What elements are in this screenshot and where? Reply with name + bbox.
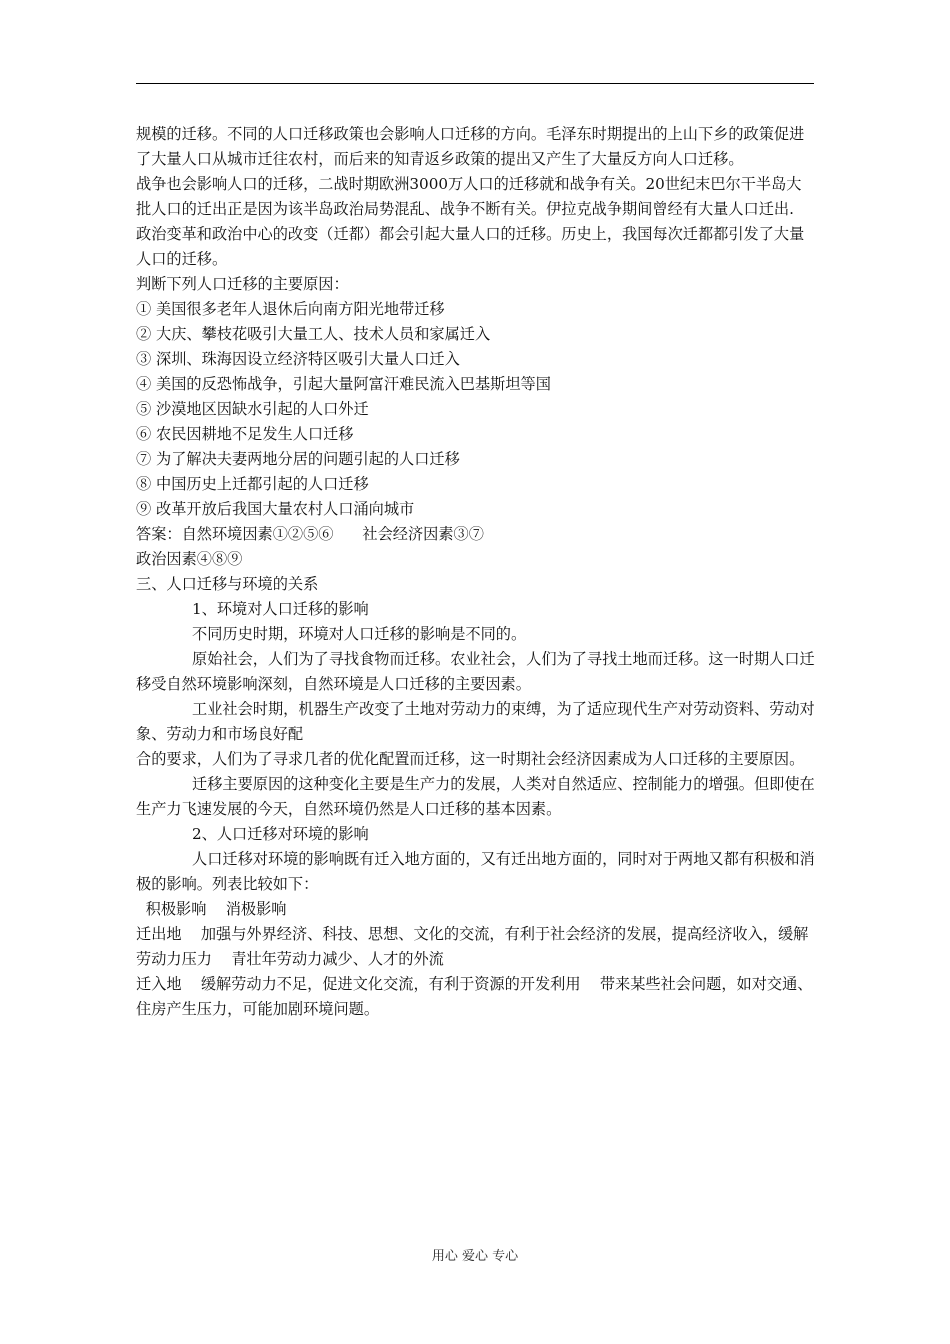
paragraph-war-migration: 战争也会影响人口的迁移，二战时期欧洲3000万人口的迁移就和战争有关。20世纪末巴尔干半岛大批人口的迁出正是因为该半岛政治局势混乱、战争不断有关。伊拉克战争期间曾经有大量人口迁出. [136,175,802,218]
question-item: ⑦ 为了解决夫妻两地分居的问题引起的人口迁移 [136,450,460,468]
question-item: ① 美国很多老年人退休后向南方阳光地带迁移 [136,300,445,318]
document-body [136,122,816,1022]
answer-line: 政治因素④⑧⑨ [136,550,243,568]
body-paragraph: 工业社会时期，机器生产改变了土地对劳动力的束缚，为了适应现代生产对劳动资料、劳动对象、劳动力和市场良好配 [136,700,815,743]
page-footer: 用心 爱心 专心 [431,1249,519,1264]
section-heading: 三、人口迁移与环境的关系 [136,575,319,593]
question-item: ⑨ 改革开放后我国大量农村人口涌向城市 [136,500,415,518]
body-paragraph: 不同历史时期，环境对人口迁移的影响是不同的。 [192,625,527,643]
subsection-heading: 2、人口迁移对环境的影响 [192,825,369,843]
body-paragraph: 原始社会，人们为了寻找食物而迁移。农业社会，人们为了寻找土地而迁移。这一时期人口迁移受自然环境影响深刻，自然环境是人口迁移的主要因素。 [136,650,815,693]
answer-line: 答案：自然环境因素①②⑤⑥ 社会经济因素③⑦ [136,525,484,543]
paragraph-policy-migration: 规模的迁移。不同的人口迁移政策也会影响人口迁移的方向。毛泽东时期提出的上山下乡的政策促进了大量人口从城市迁往农村，而后来的知青返乡政策的提出又产生了大量反方向人口迁移。 [136,125,805,168]
comparison-row-emigration: 迁出地 加强与外界经济、科技、思想、文化的交流，有利于社会经济的发展，提高经济收入，缓解劳动力压力 青壮年劳动力减少、人才的外流 [136,925,809,968]
question-item: ③ 深圳、珠海因设立经济特区吸引大量人口迁入 [136,350,460,368]
paragraph-political-migration: 政治变革和政治中心的改变（迁都）都会引起大量人口的迁移。历史上，我国每次迁都都引发了大量人口的迁移。 [136,225,805,268]
question-item: ④ 美国的反恐怖战争，引起大量阿富汗难民流入巴基斯坦等国 [136,375,551,393]
body-paragraph: 迁移主要原因的这种变化主要是生产力的发展，人类对自然适应、控制能力的增强。但即使在生产力飞速发展的今天，自然环境仍然是人口迁移的基本因素。 [136,775,815,818]
exercise-prompt: 判断下列人口迁移的主要原因： [136,275,349,293]
question-item: ⑧ 中国历史上迁都引起的人口迁移 [136,475,369,493]
question-item: ② 大庆、攀枝花吸引大量工人、技术人员和家属迁入 [136,325,491,343]
comparison-table-header: 积极影响 消极影响 [136,900,287,918]
comparison-row-immigration: 迁入地 缓解劳动力不足，促进文化交流，有利于资源的开发利用 带来某些社会问题，如对交通、住房产生压力，可能加剧环境问题。 [136,975,813,1018]
question-item: ⑤ 沙漠地区因缺水引起的人口外迁 [136,400,369,418]
body-paragraph: 人口迁移对环境的影响既有迁入地方面的，又有迁出地方面的，同时对于两地又都有积极和消极的影响。列表比较如下： [136,850,815,893]
question-item: ⑥ 农民因耕地不足发生人口迁移 [136,425,354,443]
subsection-heading: 1、环境对人口迁移的影响 [192,600,369,618]
body-paragraph: 合的要求，人们为了寻求几者的优化配置而迁移，这一时期社会经济因素成为人口迁移的主要原因。 [136,750,805,768]
header-rule [136,83,814,84]
